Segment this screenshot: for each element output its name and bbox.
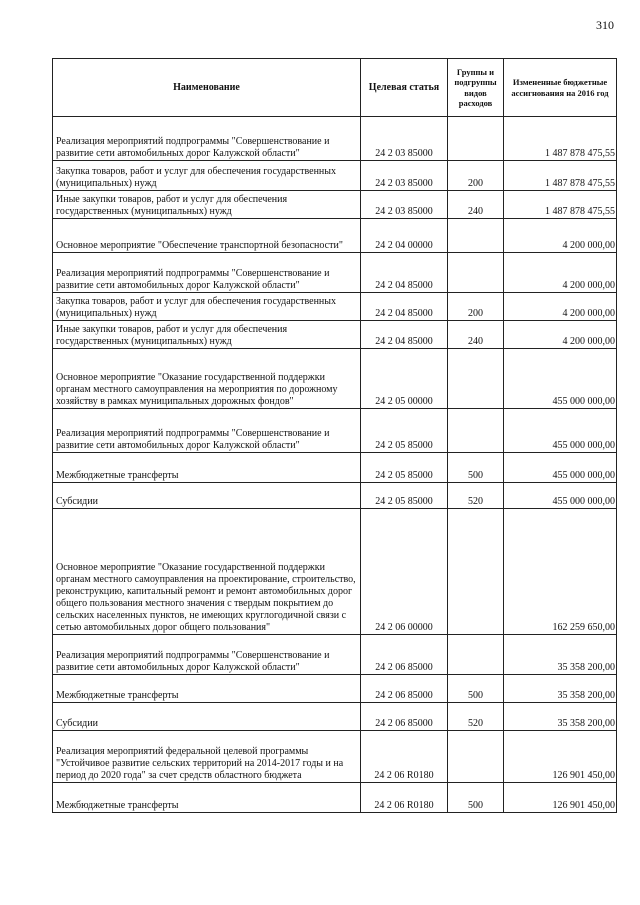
table-row (53, 409, 617, 453)
header-target-article: Целевая статья (361, 59, 448, 117)
row-target-article-cell: 24 2 05 85000 (361, 453, 448, 483)
table-row (53, 783, 617, 813)
row-expense-group-cell: 520 (448, 483, 504, 509)
row-name-cell: Межбюджетные трансферты (53, 453, 361, 483)
row-target-article-cell: 24 2 04 00000 (361, 219, 448, 253)
row-name-cell: Субсидии (53, 483, 361, 509)
row-expense-group-cell (448, 635, 504, 675)
row-expense-group-cell: 500 (448, 453, 504, 483)
table-row (53, 219, 617, 253)
row-target-article-cell: 24 2 05 85000 (361, 483, 448, 509)
row-target-article-cell: 24 2 04 85000 (361, 253, 448, 293)
row-amount-cell: 35 358 200,00 (504, 703, 617, 731)
row-name-cell: Реализация мероприятий подпрограммы "Совершенствование и развитие сети автомобильных дорог Калужской области" (53, 253, 361, 293)
table-row (53, 293, 617, 321)
row-amount-cell: 455 000 000,00 (504, 349, 617, 409)
row-amount-cell: 1 487 878 475,55 (504, 191, 617, 219)
row-amount-cell: 162 259 650,00 (504, 509, 617, 635)
row-expense-group-cell (448, 349, 504, 409)
row-expense-group-cell (448, 731, 504, 783)
row-name-cell: Основное мероприятие "Обеспечение транспортной безопасности" (53, 219, 361, 253)
row-expense-group-cell: 200 (448, 293, 504, 321)
row-target-article-cell: 24 2 06 R0180 (361, 783, 448, 813)
row-target-article-cell: 24 2 03 85000 (361, 161, 448, 191)
row-name-cell: Иные закупки товаров, работ и услуг для обеспечения государственных (муниципальных) нужд (53, 191, 361, 219)
row-amount-cell: 4 200 000,00 (504, 253, 617, 293)
table-row (53, 117, 617, 161)
table-row (53, 321, 617, 349)
page-number: 310 (596, 18, 614, 32)
row-expense-group-cell: 200 (448, 161, 504, 191)
row-target-article-cell: 24 2 06 00000 (361, 509, 448, 635)
table-row (53, 453, 617, 483)
table-row (53, 191, 617, 219)
row-target-article-cell: 24 2 05 00000 (361, 349, 448, 409)
table-row (53, 731, 617, 783)
table-body (53, 117, 617, 813)
row-expense-group-cell (448, 219, 504, 253)
row-amount-cell: 126 901 450,00 (504, 731, 617, 783)
row-amount-cell: 4 200 000,00 (504, 219, 617, 253)
row-name-cell: Межбюджетные трансферты (53, 783, 361, 813)
table-row (53, 253, 617, 293)
row-amount-cell: 455 000 000,00 (504, 409, 617, 453)
table-row (53, 635, 617, 675)
row-target-article-cell: 24 2 06 85000 (361, 675, 448, 703)
table-row (53, 509, 617, 635)
row-name-cell: Межбюджетные трансферты (53, 675, 361, 703)
table-row (53, 483, 617, 509)
row-amount-cell: 4 200 000,00 (504, 293, 617, 321)
row-name-cell: Реализация мероприятий подпрограммы "Совершенствование и развитие сети автомобильных дорог Калужской области" (53, 117, 361, 161)
row-amount-cell: 4 200 000,00 (504, 321, 617, 349)
row-target-article-cell: 24 2 05 85000 (361, 409, 448, 453)
table-header-row (53, 59, 617, 117)
row-name-cell: Иные закупки товаров, работ и услуг для обеспечения государственных (муниципальных) нужд (53, 321, 361, 349)
table-row (53, 349, 617, 409)
row-expense-group-cell: 520 (448, 703, 504, 731)
row-expense-group-cell: 240 (448, 321, 504, 349)
row-amount-cell: 1 487 878 475,55 (504, 161, 617, 191)
row-amount-cell: 35 358 200,00 (504, 675, 617, 703)
row-expense-group-cell (448, 409, 504, 453)
row-amount-cell: 126 901 450,00 (504, 783, 617, 813)
row-expense-group-cell (448, 117, 504, 161)
row-name-cell: Реализация мероприятий подпрограммы "Совершенствование и развитие сети автомобильных дорог Калужской области" (53, 409, 361, 453)
row-target-article-cell: 24 2 06 85000 (361, 635, 448, 675)
table-row (53, 161, 617, 191)
header-expense-groups: Группы и подгруппы видов расходов (448, 59, 504, 117)
row-name-cell: Основное мероприятие "Оказание государственной поддержки органам местного самоуправления на проектирование, строительство, реконструкцию, капитальный ремонт и ремонт автомобильных дорог общего пользования местного значения с твердым покрытием до сельских населенных пунктов, не имеющих круглогодичной связи с сетью автомобильных дорог общего пользования" (53, 509, 361, 635)
row-expense-group-cell: 240 (448, 191, 504, 219)
header-budget-amount: Измененные бюджетные ассигнования на 2016 год (504, 59, 617, 117)
row-expense-group-cell: 500 (448, 783, 504, 813)
table-row (53, 703, 617, 731)
row-expense-group-cell (448, 509, 504, 635)
row-amount-cell: 455 000 000,00 (504, 453, 617, 483)
row-name-cell: Реализация мероприятий федеральной целевой программы "Устойчивое развитие сельских территорий на 2014-2017 годы и на период до 2020 года" за счет средств областного бюджета (53, 731, 361, 783)
row-amount-cell: 455 000 000,00 (504, 483, 617, 509)
row-name-cell: Субсидии (53, 703, 361, 731)
row-name-cell: Основное мероприятие "Оказание государственной поддержки органам местного самоуправления на мероприятия по дорожному хозяйству в рамках муниципальных дорожных фондов" (53, 349, 361, 409)
row-expense-group-cell (448, 253, 504, 293)
row-target-article-cell: 24 2 04 85000 (361, 293, 448, 321)
row-amount-cell: 1 487 878 475,55 (504, 117, 617, 161)
row-target-article-cell: 24 2 03 85000 (361, 117, 448, 161)
row-target-article-cell: 24 2 03 85000 (361, 191, 448, 219)
row-target-article-cell: 24 2 06 R0180 (361, 731, 448, 783)
row-name-cell: Реализация мероприятий подпрограммы "Совершенствование и развитие сети автомобильных дорог Калужской области" (53, 635, 361, 675)
table-row (53, 675, 617, 703)
row-amount-cell: 35 358 200,00 (504, 635, 617, 675)
row-expense-group-cell: 500 (448, 675, 504, 703)
row-target-article-cell: 24 2 04 85000 (361, 321, 448, 349)
row-target-article-cell: 24 2 06 85000 (361, 703, 448, 731)
row-name-cell: Закупка товаров, работ и услуг для обеспечения государственных (муниципальных) нужд (53, 293, 361, 321)
budget-table (52, 58, 617, 813)
row-name-cell: Закупка товаров, работ и услуг для обеспечения государственных (муниципальных) нужд (53, 161, 361, 191)
header-name: Наименование (53, 59, 361, 117)
